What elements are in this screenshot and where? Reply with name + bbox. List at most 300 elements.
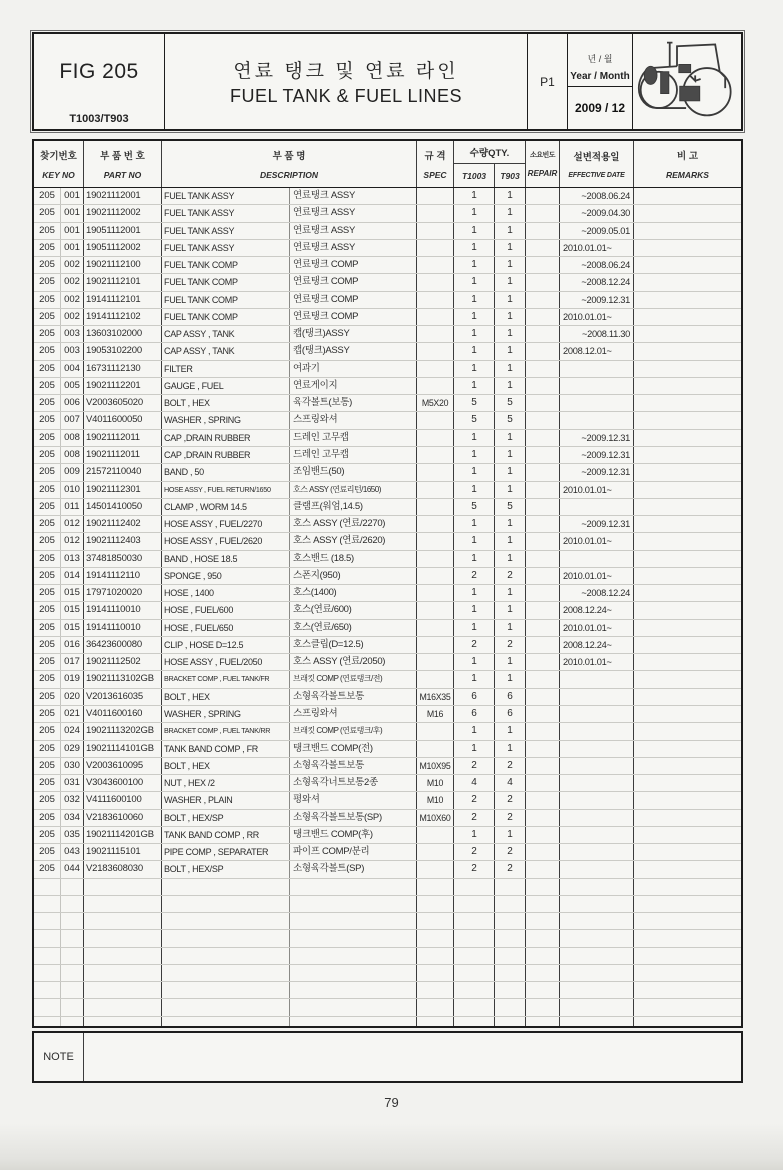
key-no-cell (34, 223, 84, 239)
key-no-cell (34, 948, 84, 964)
effective-date-value: 2010.01.01~ (560, 568, 634, 584)
description-korean: 호스 ASSY (연료/2050) (290, 654, 417, 670)
table-row (34, 309, 741, 326)
spec-value (417, 723, 454, 739)
qty-t1003-value (454, 930, 495, 946)
spec-value: M5X20 (417, 395, 454, 411)
description-korean: 호스(연료/650) (290, 620, 417, 636)
fig-no-value: 205 (34, 758, 61, 774)
part-no-value: 19021112101 (84, 274, 162, 290)
spec-value (417, 430, 454, 446)
table-row (34, 343, 741, 360)
qty-t1003-value: 1 (454, 326, 495, 342)
part-no-value: 21572110040 (84, 464, 162, 480)
qty-t903-value: 1 (495, 671, 526, 687)
fig-no-value (34, 879, 61, 895)
remarks-value (634, 948, 741, 964)
description-korean: 스프링와셔 (290, 412, 417, 428)
table-row (34, 689, 741, 706)
fig-no-value: 205 (34, 430, 61, 446)
spec-value (417, 343, 454, 359)
key-no-value: 019 (64, 673, 80, 685)
key-no-value: 031 (64, 777, 80, 789)
qty-t1003-value: 5 (454, 499, 495, 515)
remarks-value (634, 861, 741, 877)
repair-value (526, 913, 560, 929)
description-english: HOSE ASSY , FUEL RETURN/1650 (162, 482, 290, 498)
effective-date-value (560, 689, 634, 705)
remarks-value (634, 482, 741, 498)
remarks-value (634, 620, 741, 636)
fig-no-value: 205 (34, 464, 61, 480)
key-no-cell (34, 879, 84, 895)
qty-t903-value: 1 (495, 602, 526, 618)
key-no-cell (34, 775, 84, 791)
key-no-cell (34, 1017, 84, 1026)
empty-table-row (34, 896, 741, 913)
column-header-repair: 소요빈도 REPAIR (526, 141, 560, 187)
description-korean: 캡(탱크)ASSY (290, 343, 417, 359)
spec-value (417, 257, 454, 273)
remarks-value (634, 654, 741, 670)
repair-value (526, 292, 560, 308)
table-row (34, 551, 741, 568)
repair-value (526, 982, 560, 998)
table-row (34, 792, 741, 809)
fig-no-value: 205 (34, 723, 61, 739)
qty-t1003-value (454, 965, 495, 981)
description-english: FUEL TANK COMP (162, 274, 290, 290)
part-no-value: 16731112130 (84, 361, 162, 377)
qty-t1003-value: 1 (454, 671, 495, 687)
fig-no-value (34, 930, 61, 946)
qty-t1003-value: 5 (454, 412, 495, 428)
description-english: CAP ,DRAIN RUBBER (162, 430, 290, 446)
key-no-value: 013 (64, 552, 80, 564)
fig-no-value: 205 (34, 412, 61, 428)
table-header (34, 141, 741, 188)
qty-t1003-value: 2 (454, 637, 495, 653)
fig-no-value: 205 (34, 516, 61, 532)
effective-date-value: 2010.01.01~ (560, 309, 634, 325)
column-header-part-no: 부 품 번 호 PART NO (84, 141, 162, 187)
qty-t903-value: 5 (495, 395, 526, 411)
description-korean (290, 999, 417, 1015)
repair-value (526, 654, 560, 670)
fig-no-value: 205 (34, 395, 61, 411)
remarks-value (634, 551, 741, 567)
table-body (34, 188, 741, 1026)
repair-value (526, 533, 560, 549)
effective-date-value (560, 930, 634, 946)
table-row (34, 706, 741, 723)
key-no-cell (34, 430, 84, 446)
table-row (34, 568, 741, 585)
effective-date-value (560, 810, 634, 826)
spec-value (417, 568, 454, 584)
effective-date-value (560, 1017, 634, 1026)
spec-value (417, 896, 454, 912)
part-no-value: V2183610060 (84, 810, 162, 826)
key-no-value: 044 (64, 863, 80, 875)
part-no-value: 36423600080 (84, 637, 162, 653)
figure-title-korean: 연료 탱크 및 연료 라인 (233, 61, 459, 82)
qty-t1003-value (454, 879, 495, 895)
qty-t1003-value: 1 (454, 274, 495, 290)
repair-value (526, 637, 560, 653)
remarks-value (634, 706, 741, 722)
table-row (34, 671, 741, 688)
spec-value (417, 533, 454, 549)
qty-t903-value: 2 (495, 758, 526, 774)
key-no-value: 015 (64, 604, 80, 616)
part-no-value: V2183608030 (84, 861, 162, 877)
remarks-value (634, 982, 741, 998)
part-no-value: V2003610095 (84, 758, 162, 774)
table-row (34, 758, 741, 775)
repair-value (526, 792, 560, 808)
part-no-value (84, 948, 162, 964)
description-korean: 소형육각볼트보통 (290, 758, 417, 774)
description-english: PIPE COMP , SEPARATER (162, 844, 290, 860)
qty-t1003-value: 5 (454, 395, 495, 411)
key-no-cell (34, 240, 84, 256)
fig-no-value: 205 (34, 689, 61, 705)
description-korean: 연료탱크 ASSY (290, 240, 417, 256)
spec-value (417, 447, 454, 463)
fig-no-value: 205 (34, 309, 61, 325)
repair-value (526, 274, 560, 290)
key-no-value: 016 (64, 638, 80, 650)
spec-value (417, 361, 454, 377)
key-no-value: 003 (64, 345, 80, 357)
spec-value (417, 637, 454, 653)
description-english: HOSE , FUEL/600 (162, 602, 290, 618)
tractor-icon (637, 35, 737, 128)
key-no-value: 020 (64, 690, 80, 702)
key-no-cell (34, 516, 84, 532)
description-english: BAND , HOSE 18.5 (162, 551, 290, 567)
repair-value (526, 257, 560, 273)
description-korean: 파이프 COMP/분리 (290, 844, 417, 860)
description-korean: 호스 ASSY (연료/2270) (290, 516, 417, 532)
key-no-value (61, 896, 83, 912)
part-no-value: 19141112101 (84, 292, 162, 308)
description-korean: 브래킷 COMP (연료탱크/전) (290, 671, 417, 687)
repair-value (526, 620, 560, 636)
table-row (34, 292, 741, 309)
description-korean: 드레인 고무캡 (290, 430, 417, 446)
spec-value (417, 188, 454, 204)
column-header-description: 부 품 명 DESCRIPTION (162, 141, 417, 187)
parts-table (32, 139, 743, 1028)
description-english (162, 948, 290, 964)
fig-no-value: 205 (34, 775, 61, 791)
qty-t903-value (495, 913, 526, 929)
column-header-key-no: 찾기번호 KEY NO (34, 141, 84, 187)
repair-value (526, 585, 560, 601)
effective-date-value: ~2009.12.31 (560, 464, 634, 480)
qty-t1003-value: 1 (454, 482, 495, 498)
table-row (34, 844, 741, 861)
repair-value (526, 447, 560, 463)
key-no-cell (34, 205, 84, 221)
key-no-value: 012 (64, 518, 80, 530)
fig-no-value: 205 (34, 533, 61, 549)
key-no-value (61, 1017, 83, 1026)
remarks-value (634, 844, 741, 860)
part-no-value: 19141112102 (84, 309, 162, 325)
repair-value (526, 464, 560, 480)
qty-t1003-value (454, 913, 495, 929)
effective-date-value (560, 982, 634, 998)
repair-value (526, 758, 560, 774)
qty-t1003-value: 1 (454, 309, 495, 325)
effective-date-value (560, 999, 634, 1015)
key-no-cell (34, 602, 84, 618)
table-row (34, 741, 741, 758)
part-no-value: 19021112002 (84, 205, 162, 221)
part-no-value (84, 913, 162, 929)
key-no-cell (34, 741, 84, 757)
fig-no-value: 205 (34, 654, 61, 670)
qty-t1003-value: 2 (454, 810, 495, 826)
description-korean (290, 930, 417, 946)
key-no-value: 006 (64, 397, 80, 409)
qty-t903-value: 1 (495, 343, 526, 359)
effective-date-value: ~2009.12.31 (560, 447, 634, 463)
repair-value (526, 844, 560, 860)
spec-value (417, 948, 454, 964)
part-no-value: 19021112301 (84, 482, 162, 498)
qty-t903-value: 1 (495, 447, 526, 463)
description-korean: 클램프(워엄,14.5) (290, 499, 417, 515)
key-no-cell (34, 309, 84, 325)
spec-value: M10X60 (417, 810, 454, 826)
qty-t903-value (495, 999, 526, 1015)
key-no-value: 015 (64, 587, 80, 599)
spec-value (417, 326, 454, 342)
description-english (162, 1017, 290, 1026)
model-code: T1003/T903 (69, 113, 129, 125)
remarks-value (634, 602, 741, 618)
fig-no-value: 205 (34, 378, 61, 394)
description-korean: 호스(연료/600) (290, 602, 417, 618)
remarks-value (634, 257, 741, 273)
repair-value (526, 309, 560, 325)
description-korean: 호스클립(D=12.5) (290, 637, 417, 653)
column-header-spec: 규 격 SPEC (417, 141, 454, 187)
qty-t903-value: 1 (495, 430, 526, 446)
description-korean: 호스 ASSY (연료/2620) (290, 533, 417, 549)
part-no-value: 13603102000 (84, 326, 162, 342)
remarks-value (634, 913, 741, 929)
fig-no-value (34, 999, 61, 1015)
qty-t1003-value: 2 (454, 758, 495, 774)
qty-t903-value: 1 (495, 274, 526, 290)
spec-value (417, 671, 454, 687)
effective-date-value: ~2008.12.24 (560, 274, 634, 290)
remarks-value (634, 827, 741, 843)
fig-no-value: 205 (34, 671, 61, 687)
note-box (32, 1031, 743, 1083)
effective-date-value (560, 948, 634, 964)
remarks-value (634, 309, 741, 325)
key-no-cell (34, 620, 84, 636)
description-english: BRACKET COMP , FUEL TANK/FR (162, 671, 290, 687)
spec-value (417, 930, 454, 946)
remarks-value (634, 879, 741, 895)
description-english: BRACKET COMP , FUEL TANK/RR (162, 723, 290, 739)
fig-no-value: 205 (34, 292, 61, 308)
key-no-value: 002 (64, 293, 80, 305)
remarks-value (634, 965, 741, 981)
description-english: HOSE ASSY , FUEL/2620 (162, 533, 290, 549)
qty-t903-value: 2 (495, 861, 526, 877)
key-no-value: 002 (64, 310, 80, 322)
description-english: SPONGE , 950 (162, 568, 290, 584)
description-korean: 소형육각볼트보통 (290, 689, 417, 705)
repair-value (526, 430, 560, 446)
qty-t1003-value: 1 (454, 430, 495, 446)
effective-date-value: ~2009.12.31 (560, 292, 634, 308)
key-no-value: 043 (64, 846, 80, 858)
repair-value (526, 896, 560, 912)
spec-value (417, 861, 454, 877)
qty-t903-value: 5 (495, 499, 526, 515)
qty-t1003-value: 2 (454, 861, 495, 877)
qty-t903-value: 1 (495, 516, 526, 532)
remarks-value (634, 274, 741, 290)
description-korean: 연료탱크 COMP (290, 292, 417, 308)
fig-no-value: 205 (34, 343, 61, 359)
key-no-value: 029 (64, 742, 80, 754)
qty-t903-value: 1 (495, 741, 526, 757)
qty-t903-value: 1 (495, 292, 526, 308)
effective-date-value: 2010.01.01~ (560, 533, 634, 549)
figure-header (32, 32, 743, 131)
key-no-value: 032 (64, 794, 80, 806)
fig-no-value: 205 (34, 706, 61, 722)
description-english: HOSE , 1400 (162, 585, 290, 601)
qty-t1003-value: 1 (454, 533, 495, 549)
remarks-value (634, 741, 741, 757)
remarks-value (634, 792, 741, 808)
remarks-value (634, 810, 741, 826)
qty-t903-value: 1 (495, 309, 526, 325)
empty-table-row (34, 1017, 741, 1026)
description-korean: 연료탱크 ASSY (290, 223, 417, 239)
remarks-value (634, 378, 741, 394)
spec-value: M10X95 (417, 758, 454, 774)
qty-t903-value (495, 982, 526, 998)
qty-t1003-value: 1 (454, 257, 495, 273)
part-no-value: 19021112011 (84, 447, 162, 463)
qty-t1003-value: 2 (454, 844, 495, 860)
remarks-value (634, 223, 741, 239)
qty-t1003-value: 1 (454, 378, 495, 394)
effective-date-value: ~2008.06.24 (560, 257, 634, 273)
part-no-value: 19021114101GB (84, 741, 162, 757)
key-no-value: 010 (64, 483, 80, 495)
spec-value (417, 205, 454, 221)
remarks-value (634, 395, 741, 411)
remarks-value (634, 326, 741, 342)
table-row (34, 482, 741, 499)
remarks-value (634, 292, 741, 308)
part-no-value: 37481850030 (84, 551, 162, 567)
key-no-cell (34, 913, 84, 929)
key-no-cell (34, 965, 84, 981)
remarks-value (634, 430, 741, 446)
effective-date-value (560, 965, 634, 981)
remarks-value (634, 464, 741, 480)
description-english: CAP ASSY , TANK (162, 343, 290, 359)
effective-date-value (560, 378, 634, 394)
key-no-value: 008 (64, 431, 80, 443)
repair-value (526, 378, 560, 394)
effective-date-value (560, 706, 634, 722)
qty-t1003-value: 1 (454, 447, 495, 463)
part-no-value: 19053102200 (84, 343, 162, 359)
part-no-value: 19021112001 (84, 188, 162, 204)
part-no-value: 19021113202GB (84, 723, 162, 739)
part-no-value (84, 982, 162, 998)
description-english: BOLT , HEX (162, 689, 290, 705)
key-no-value: 009 (64, 466, 80, 478)
column-header-qty: 수량QTY. T1003 T903 (454, 141, 526, 187)
figure-number-cell (34, 34, 165, 129)
fig-no-value: 205 (34, 447, 61, 463)
key-no-value: 001 (64, 224, 80, 236)
remarks-value (634, 671, 741, 687)
key-no-cell (34, 292, 84, 308)
table-row (34, 257, 741, 274)
key-no-value: 015 (64, 621, 80, 633)
effective-date-value: 2010.01.01~ (560, 620, 634, 636)
year-month-label-english: Year / Month (570, 71, 630, 82)
qty-t903-value: 1 (495, 827, 526, 843)
part-no-value: 19021112403 (84, 533, 162, 549)
repair-value (526, 326, 560, 342)
table-row (34, 654, 741, 671)
description-english: FUEL TANK ASSY (162, 205, 290, 221)
spec-value (417, 378, 454, 394)
key-no-cell (34, 257, 84, 273)
description-english: BOLT , HEX/SP (162, 810, 290, 826)
part-no-value: 19051112002 (84, 240, 162, 256)
key-no-cell (34, 861, 84, 877)
qty-t903-value (495, 879, 526, 895)
description-english (162, 982, 290, 998)
key-no-value (61, 879, 83, 895)
description-korean: 스프링와셔 (290, 706, 417, 722)
effective-date-value (560, 827, 634, 843)
key-no-value: 001 (64, 241, 80, 253)
table-row (34, 430, 741, 447)
qty-t1003-value: 1 (454, 602, 495, 618)
table-row (34, 585, 741, 602)
qty-t1003-value: 1 (454, 620, 495, 636)
repair-value (526, 775, 560, 791)
remarks-value (634, 533, 741, 549)
fig-no-value (34, 948, 61, 964)
remarks-value (634, 585, 741, 601)
key-no-value (61, 982, 83, 998)
fig-no-value: 205 (34, 482, 61, 498)
qty-t903-value (495, 896, 526, 912)
key-no-cell (34, 447, 84, 463)
